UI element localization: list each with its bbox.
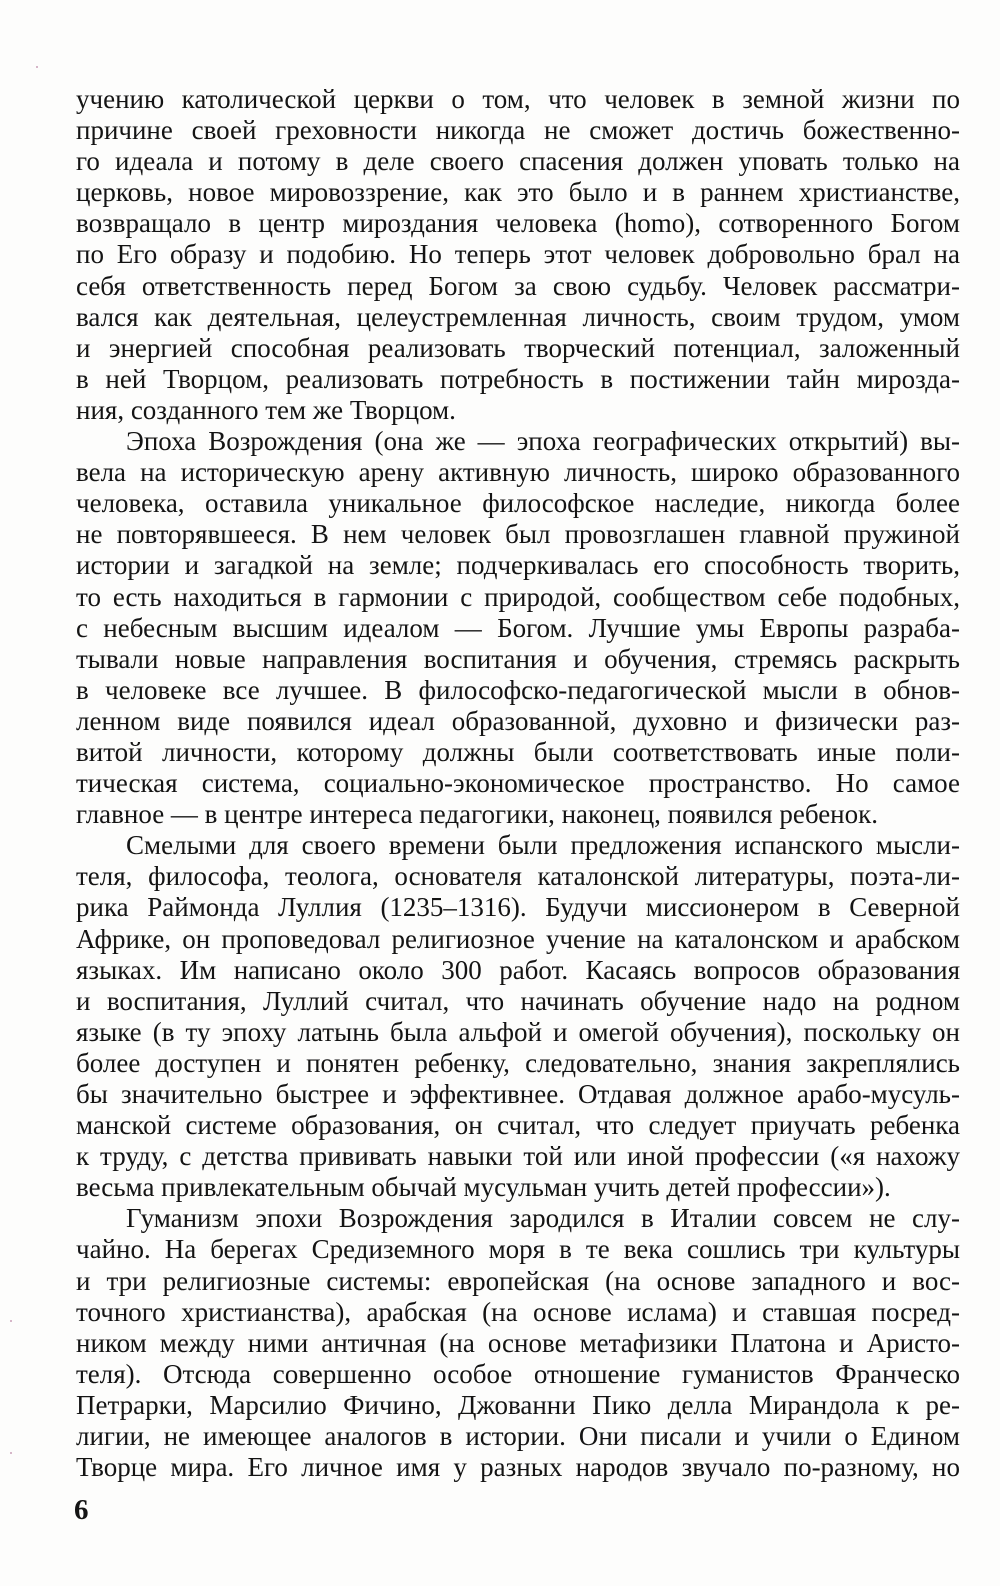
text-line: не повторявшееся. В нем человек был провозглашен главной пружиной <box>76 519 960 550</box>
text-line: точного христианства), арабская (на основе ислама) и ставшая посред- <box>76 1296 960 1327</box>
text-line: по Его образу и подобию. Но теперь этот человек добровольно брал на <box>76 239 960 270</box>
text-line: церковь, новое мировоззрение, как это было и в раннем христианстве, <box>76 177 960 208</box>
text-line: истории и загадкой на земле; подчеркивалась его способность творить, <box>76 550 960 581</box>
text-line: рика Раймонда Луллия (1235–1316). Будучи миссионером в Северной <box>76 892 960 923</box>
text-line: витой личности, которому должны были соответствовать иные поли- <box>76 736 960 767</box>
text-line: себя ответственность перед Богом за свою судьбу. Человек рассматри- <box>76 270 960 301</box>
text-line: в человеке все лучшее. В философско-педагогической мысли в обнов- <box>76 674 960 705</box>
text-line: теля). Отсюда совершенно особое отношение гуманистов Франческо <box>76 1358 960 1389</box>
text-line: теля, философа, теолога, основателя каталонской литературы, поэта-ли- <box>76 861 960 892</box>
text-line: более доступен и понятен ребенку, следовательно, знания закреплялись <box>76 1047 960 1078</box>
text-line: и энергией способная реализовать творческий потенциал, заложенный <box>76 332 960 363</box>
scan-speck <box>10 1452 12 1454</box>
text-line: Смелыми для своего времени были предложения испанского мысли- <box>126 830 960 861</box>
text-line: Гуманизм эпохи Возрождения зародился в Италии совсем не слу- <box>126 1203 960 1234</box>
text-line: языке (в ту эпоху латынь была альфой и омегой обучения), поскольку он <box>76 1016 960 1047</box>
text-line: тическая система, социально-экономическое пространство. Но самое <box>76 768 960 799</box>
text-line: с небесным высшим идеалом — Богом. Лучшие умы Европы разраба- <box>76 612 960 643</box>
text-line: человека, оставила уникальное философское наследие, никогда более <box>76 488 960 519</box>
body-text <box>76 84 960 1483</box>
text-line: ником между ними античная (на основе метафизики Платона и Аристо- <box>76 1327 960 1358</box>
text-line: весьма привлекательным обычай мусульман учить детей профессии»). <box>76 1172 891 1203</box>
text-line: ленном виде появился идеал образованной, духовно и физически раз- <box>76 705 960 736</box>
text-line: причине своей греховности никогда не сможет достичь божественно- <box>76 115 960 146</box>
text-line: и воспитания, Луллий считал, что начинать обучение надо на родном <box>76 985 960 1016</box>
text-line: ния, созданного тем же Творцом. <box>76 394 456 425</box>
text-line: го идеала и потому в деле своего спасения должен уповать только на <box>76 146 960 177</box>
scan-speck <box>10 1320 12 1322</box>
page-number: 6 <box>74 1494 89 1526</box>
text-line: языках. Им написано около 300 работ. Касаясь вопросов образования <box>76 954 960 985</box>
text-line: лигии, не имеющее аналогов в истории. Они писали и учили о Едином <box>76 1421 960 1452</box>
text-line: Эпоха Возрождения (она же — эпоха географических открытий) вы- <box>126 426 960 457</box>
text-line: учению католической церкви о том, что человек в земной жизни по <box>76 84 960 114</box>
text-line: возвращало в центр мироздания человека (homo), сотворенного Богом <box>76 208 960 239</box>
scan-speck <box>36 66 38 68</box>
text-line: бы значительно быстрее и эффективнее. Отдавая должное арабо-мусуль- <box>76 1079 960 1109</box>
text-line: к труду, с детства прививать навыки той или иной профессии («я нахожу <box>76 1141 960 1172</box>
text-line: тывали новые направления воспитания и обучения, стремясь раскрыть <box>76 643 960 674</box>
text-line: и три религиозные системы: европейская (на основе западного и вос- <box>76 1265 960 1296</box>
text-line: то есть находиться в гармонии с природой, сообществом себе подобных, <box>76 581 960 612</box>
text-line: Африке, он проповедовал религиозное учение на каталонском и арабском <box>76 923 960 954</box>
text-line: в ней Творцом, реализовать потребность в постижении тайн мирозда- <box>76 363 960 394</box>
text-line: Петрарки, Марсилио Фичино, Джованни Пико делла Мирандола к ре- <box>76 1389 960 1420</box>
text-line: чайно. На берегах Средиземного моря в те века сошлись три культуры <box>76 1234 960 1265</box>
text-line: главное — в центре интереса педагогики, наконец, появился ребенок. <box>76 799 878 830</box>
text-line: манской системе образования, он считал, что следует приучать ребенка <box>76 1110 960 1141</box>
text-line: вела на историческую арену активную личность, широко образованного <box>76 457 960 488</box>
text-line: Творце мира. Его личное имя у разных народов звучало по-разному, но <box>76 1452 960 1483</box>
text-line: вался как деятельная, целеустремленная личность, своим трудом, умом <box>76 301 960 332</box>
